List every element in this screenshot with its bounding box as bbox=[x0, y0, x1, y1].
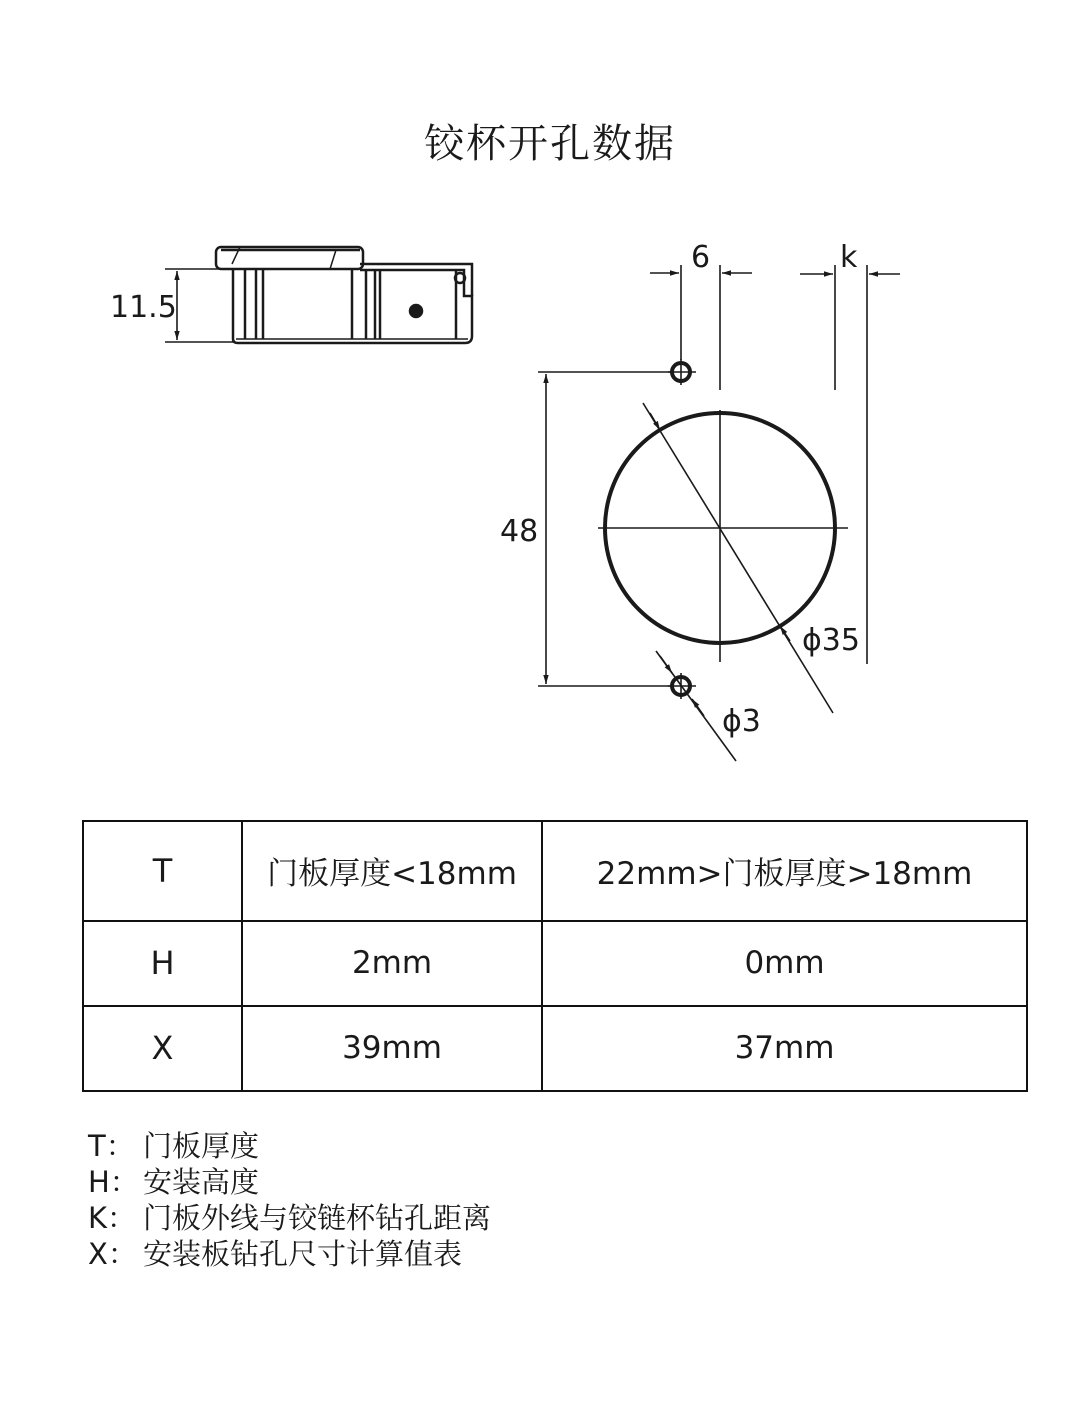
table-cell: 2mm bbox=[242, 921, 542, 1006]
table-cell: T bbox=[83, 821, 242, 921]
table-cell: 39mm bbox=[242, 1006, 542, 1091]
hole-diameter-label: ϕ3 bbox=[722, 704, 761, 739]
table-cell: H bbox=[83, 921, 242, 1006]
spacing-dimension-label: 48 bbox=[500, 514, 539, 549]
page-title: 铰杯开孔数据 bbox=[424, 121, 676, 167]
legend-text: 门板外线与铰链杯钻孔距离 bbox=[143, 1201, 492, 1235]
legend-key: T： bbox=[88, 1129, 135, 1163]
table-row bbox=[83, 821, 1027, 921]
legend-item bbox=[88, 1164, 491, 1200]
k-dimension-label: k bbox=[840, 240, 858, 275]
height-dimension-label: 11.5 bbox=[110, 290, 177, 325]
legend-text: 安装高度 bbox=[143, 1165, 260, 1199]
legend-item bbox=[88, 1200, 491, 1236]
legend-item bbox=[88, 1236, 491, 1272]
table-cell: 0mm bbox=[542, 921, 1027, 1006]
table-cell: 22mm>门板厚度>18mm bbox=[542, 821, 1027, 921]
cup-hole bbox=[598, 403, 848, 713]
legend-key: X： bbox=[88, 1237, 137, 1271]
legend-text: 安装板钻孔尺寸计算值表 bbox=[143, 1237, 463, 1271]
legend-text: 门板厚度 bbox=[143, 1129, 260, 1163]
screw-hole-top bbox=[668, 359, 696, 385]
legend-item bbox=[88, 1128, 491, 1164]
hinge-side-view bbox=[216, 247, 472, 343]
table-row bbox=[83, 1006, 1027, 1091]
legend-key: K： bbox=[88, 1201, 137, 1235]
legend bbox=[88, 1128, 491, 1272]
spec-table bbox=[82, 820, 1028, 1092]
table-cell: 37mm bbox=[542, 1006, 1027, 1091]
offset-dimension-label: 6 bbox=[691, 240, 711, 275]
table-cell: X bbox=[83, 1006, 242, 1091]
legend-key: H： bbox=[88, 1165, 139, 1199]
cup-diameter-label: ϕ35 bbox=[802, 623, 860, 658]
table-cell: 门板厚度<18mm bbox=[242, 821, 542, 921]
table-row bbox=[83, 921, 1027, 1006]
